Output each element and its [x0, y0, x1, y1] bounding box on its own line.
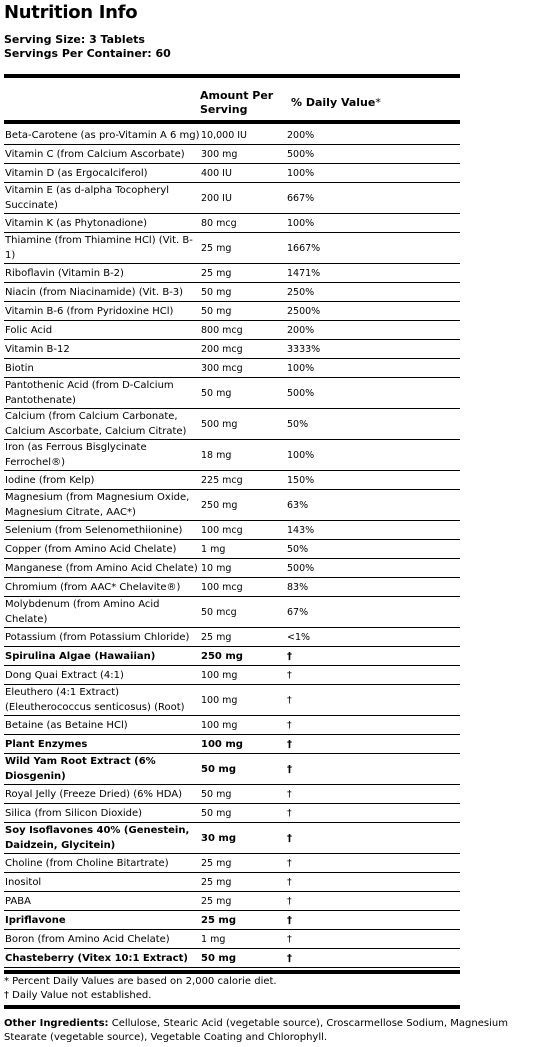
nutrient-daily-value: 2500% — [286, 302, 460, 321]
table-row — [4, 647, 460, 666]
nutrient-amount: 100 mcg — [200, 521, 286, 540]
nutrient-amount: 50 mg — [200, 302, 286, 321]
nutrient-name: Wild Yam Root Extract (6% Diosgenin) — [4, 754, 200, 785]
table-row — [4, 597, 460, 628]
nutrient-daily-value: 83% — [286, 578, 460, 597]
nutrient-name: Biotin — [4, 359, 200, 378]
nutrient-amount: 400 IU — [200, 164, 286, 183]
serving-size: Serving Size: 3 Tablets — [4, 33, 145, 46]
nutrient-name: Boron (from Amino Acid Chelate) — [4, 930, 200, 949]
nutrient-daily-value: 100% — [286, 214, 460, 233]
nutrient-amount: 25 mg — [200, 873, 286, 892]
ingredients-divider — [4, 1005, 460, 1009]
nutrient-daily-value: † — [286, 823, 460, 854]
table-row — [4, 126, 460, 145]
nutrient-amount: 25 mg — [200, 892, 286, 911]
table-row — [4, 823, 460, 854]
nutrient-name: Iodine (from Kelp) — [4, 471, 200, 490]
header-divider — [4, 120, 460, 124]
table-row — [4, 321, 460, 340]
nutrient-amount: 100 mcg — [200, 578, 286, 597]
table-row — [4, 685, 460, 716]
table-row — [4, 911, 460, 930]
other-ingredients-label: Other Ingredients: — [4, 1018, 109, 1029]
nutrient-name: Iron (as Ferrous Bisglycinate Ferrochel®) — [4, 440, 200, 471]
nutrient-name: Vitamin K (as Phytonadione) — [4, 214, 200, 233]
nutrient-daily-value: <1% — [286, 628, 460, 647]
nutrient-amount: 25 mg — [200, 233, 286, 264]
nutrient-name: Royal Jelly (Freeze Dried) (6% HDA) — [4, 785, 200, 804]
nutrient-name: Spirulina Algae (Hawaiian) — [4, 647, 200, 666]
nutrient-amount: 500 mg — [200, 409, 286, 440]
nutrient-daily-value: 500% — [286, 145, 460, 164]
nutrient-name: Soy Isoflavones 40% (Genestein, Daidzein, Glycitein) — [4, 823, 200, 854]
nutrient-amount: 18 mg — [200, 440, 286, 471]
nutrient-amount: 300 mcg — [200, 359, 286, 378]
table-row — [4, 164, 460, 183]
nutrient-daily-value: † — [286, 930, 460, 949]
nutrient-daily-value: † — [286, 873, 460, 892]
table-row — [4, 949, 460, 968]
nutrient-amount: 50 mg — [200, 804, 286, 823]
nutrition-table-body — [4, 126, 460, 968]
nutrient-amount: 25 mg — [200, 628, 286, 647]
nutrient-daily-value: 1667% — [286, 233, 460, 264]
nutrient-daily-value: † — [286, 911, 460, 930]
nutrient-name: Magnesium (from Magnesium Oxide, Magnesium Citrate, AAC*) — [4, 490, 200, 521]
table-row — [4, 785, 460, 804]
nutrient-daily-value: † — [286, 785, 460, 804]
nutrient-name: Vitamin B-6 (from Pyridoxine HCl) — [4, 302, 200, 321]
nutrient-amount: 100 mg — [200, 666, 286, 685]
table-header — [4, 79, 460, 117]
nutrient-name: Molybdenum (from Amino Acid Chelate) — [4, 597, 200, 628]
table-row — [4, 302, 460, 321]
nutrient-name: Betaine (as Betaine HCl) — [4, 716, 200, 735]
table-row — [4, 540, 460, 559]
footnote-percent-dv: * Percent Daily Values are based on 2,000 calorie diet. — [4, 976, 277, 987]
nutrient-name: Dong Quai Extract (4:1) — [4, 666, 200, 685]
table-row — [4, 578, 460, 597]
nutrient-name: Selenium (from Selenomethiionine) — [4, 521, 200, 540]
table-row — [4, 754, 460, 785]
nutrient-name: Manganese (from Amino Acid Chelate) — [4, 559, 200, 578]
bottom-divider — [4, 970, 460, 974]
nutrient-daily-value: 200% — [286, 126, 460, 145]
nutrient-daily-value: 67% — [286, 597, 460, 628]
nutrient-daily-value: 100% — [286, 164, 460, 183]
nutrient-name: Chromium (from AAC* Chelavite®) — [4, 578, 200, 597]
table-row — [4, 716, 460, 735]
nutrient-amount: 250 mg — [200, 647, 286, 666]
other-ingredients — [4, 1017, 548, 1045]
table-row — [4, 804, 460, 823]
nutrient-daily-value: † — [286, 735, 460, 754]
nutrient-daily-value: † — [286, 647, 460, 666]
serving-info — [4, 33, 171, 61]
nutrient-name: Pantothenic Acid (from D-Calcium Pantothenate) — [4, 378, 200, 409]
table-row — [4, 471, 460, 490]
nutrient-daily-value: 667% — [286, 183, 460, 214]
footnote-dv-not-established: † Daily Value not established. — [4, 990, 152, 1001]
nutrient-name: Niacin (from Niacinamide) (Vit. B-3) — [4, 283, 200, 302]
table-row — [4, 340, 460, 359]
nutrient-name: Vitamin C (from Calcium Ascorbate) — [4, 145, 200, 164]
nutrient-amount: 10 mg — [200, 559, 286, 578]
nutrient-amount: 25 mg — [200, 264, 286, 283]
nutrient-daily-value: 50% — [286, 540, 460, 559]
nutrient-daily-value: 50% — [286, 409, 460, 440]
table-row — [4, 440, 460, 471]
nutrient-daily-value: 143% — [286, 521, 460, 540]
nutrient-amount: 100 mg — [200, 716, 286, 735]
servings-per-container: Servings Per Container: 60 — [4, 47, 171, 60]
nutrient-amount: 50 mg — [200, 754, 286, 785]
nutrient-daily-value: † — [286, 716, 460, 735]
nutrient-name: Thiamine (from Thiamine HCl) (Vit. B-1) — [4, 233, 200, 264]
table-row — [4, 283, 460, 302]
nutrient-amount: 50 mg — [200, 949, 286, 968]
nutrient-amount: 300 mg — [200, 145, 286, 164]
page-title: Nutrition Info — [4, 2, 138, 23]
nutrient-amount: 30 mg — [200, 823, 286, 854]
nutrient-amount: 1 mg — [200, 930, 286, 949]
nutrient-daily-value: 1471% — [286, 264, 460, 283]
nutrient-amount: 50 mg — [200, 785, 286, 804]
nutrient-amount: 225 mcg — [200, 471, 286, 490]
nutrient-name: Silica (from Silicon Dioxide) — [4, 804, 200, 823]
nutrient-name: Choline (from Choline Bitartrate) — [4, 854, 200, 873]
table-row — [4, 378, 460, 409]
nutrient-daily-value: † — [286, 666, 460, 685]
nutrient-daily-value: † — [286, 892, 460, 911]
nutrient-name: Vitamin D (as Ergocalciferol) — [4, 164, 200, 183]
table-row — [4, 490, 460, 521]
nutrient-daily-value: † — [286, 804, 460, 823]
table-row — [4, 559, 460, 578]
nutrient-amount: 50 mg — [200, 283, 286, 302]
nutrient-amount: 100 mg — [200, 735, 286, 754]
table-row — [4, 628, 460, 647]
table-row — [4, 666, 460, 685]
table-row — [4, 930, 460, 949]
nutrient-amount: 200 mcg — [200, 340, 286, 359]
nutrient-daily-value: 250% — [286, 283, 460, 302]
table-row — [4, 359, 460, 378]
nutrient-amount: 50 mcg — [200, 597, 286, 628]
table-row — [4, 233, 460, 264]
amount-per-serving-header: Amount Per Serving — [200, 89, 274, 116]
other-ingredients-text: Cellulose, Stearic Acid (vegetable source), Croscarmellose Sodium, Magnesium Stearate (vegetable source), Vegetable Coating and Chlorophyll. — [4, 1018, 508, 1043]
nutrient-amount: 50 mg — [200, 378, 286, 409]
nutrient-amount: 250 mg — [200, 490, 286, 521]
nutrient-daily-value: 3333% — [286, 340, 460, 359]
nutrient-name: Chasteberry (Vitex 10:1 Extract) — [4, 949, 200, 968]
nutrient-name: Inositol — [4, 873, 200, 892]
nutrient-amount: 100 mg — [200, 685, 286, 716]
nutrient-daily-value: † — [286, 685, 460, 716]
nutrient-name: Ipriflavone — [4, 911, 200, 930]
table-row — [4, 735, 460, 754]
nutrient-name: Vitamin B-12 — [4, 340, 200, 359]
nutrient-daily-value: † — [286, 949, 460, 968]
nutrient-name: PABA — [4, 892, 200, 911]
nutrient-name: Calcium (from Calcium Carbonate, Calcium Ascorbate, Calcium Citrate) — [4, 409, 200, 440]
nutrient-daily-value: † — [286, 854, 460, 873]
nutrient-amount: 25 mg — [200, 854, 286, 873]
nutrient-name: Beta-Carotene (as pro-Vitamin A 6 mg) — [4, 126, 200, 145]
table-row — [4, 873, 460, 892]
table-row — [4, 264, 460, 283]
nutrient-daily-value: 200% — [286, 321, 460, 340]
nutrient-amount: 80 mcg — [200, 214, 286, 233]
nutrient-amount: 10,000 IU — [200, 126, 286, 145]
nutrient-amount: 200 IU — [200, 183, 286, 214]
nutrient-daily-value: 63% — [286, 490, 460, 521]
nutrient-amount: 25 mg — [200, 911, 286, 930]
nutrient-name: Copper (from Amino Acid Chelate) — [4, 540, 200, 559]
table-row — [4, 854, 460, 873]
nutrient-daily-value: 500% — [286, 378, 460, 409]
table-row — [4, 409, 460, 440]
nutrient-amount: 800 mcg — [200, 321, 286, 340]
nutrient-daily-value: 100% — [286, 440, 460, 471]
top-divider — [4, 74, 460, 78]
footnotes — [4, 975, 277, 1003]
table-row — [4, 892, 460, 911]
table-row — [4, 145, 460, 164]
nutrient-name: Vitamin E (as d-alpha Tocopheryl Succinate) — [4, 183, 200, 214]
nutrient-name: Folic Acid — [4, 321, 200, 340]
nutrient-name: Plant Enzymes — [4, 735, 200, 754]
daily-value-header: % Daily Value* — [291, 96, 381, 109]
nutrition-table — [4, 126, 460, 968]
nutrient-daily-value: † — [286, 754, 460, 785]
table-row — [4, 214, 460, 233]
nutrient-daily-value: 500% — [286, 559, 460, 578]
table-row — [4, 183, 460, 214]
nutrient-daily-value: 100% — [286, 359, 460, 378]
nutrient-amount: 1 mg — [200, 540, 286, 559]
nutrient-daily-value: 150% — [286, 471, 460, 490]
nutrient-name: Riboflavin (Vitamin B-2) — [4, 264, 200, 283]
nutrient-name: Eleuthero (4:1 Extract) (Eleutherococcus senticosus) (Root) — [4, 685, 200, 716]
nutrient-name: Potassium (from Potassium Chloride) — [4, 628, 200, 647]
table-row — [4, 521, 460, 540]
